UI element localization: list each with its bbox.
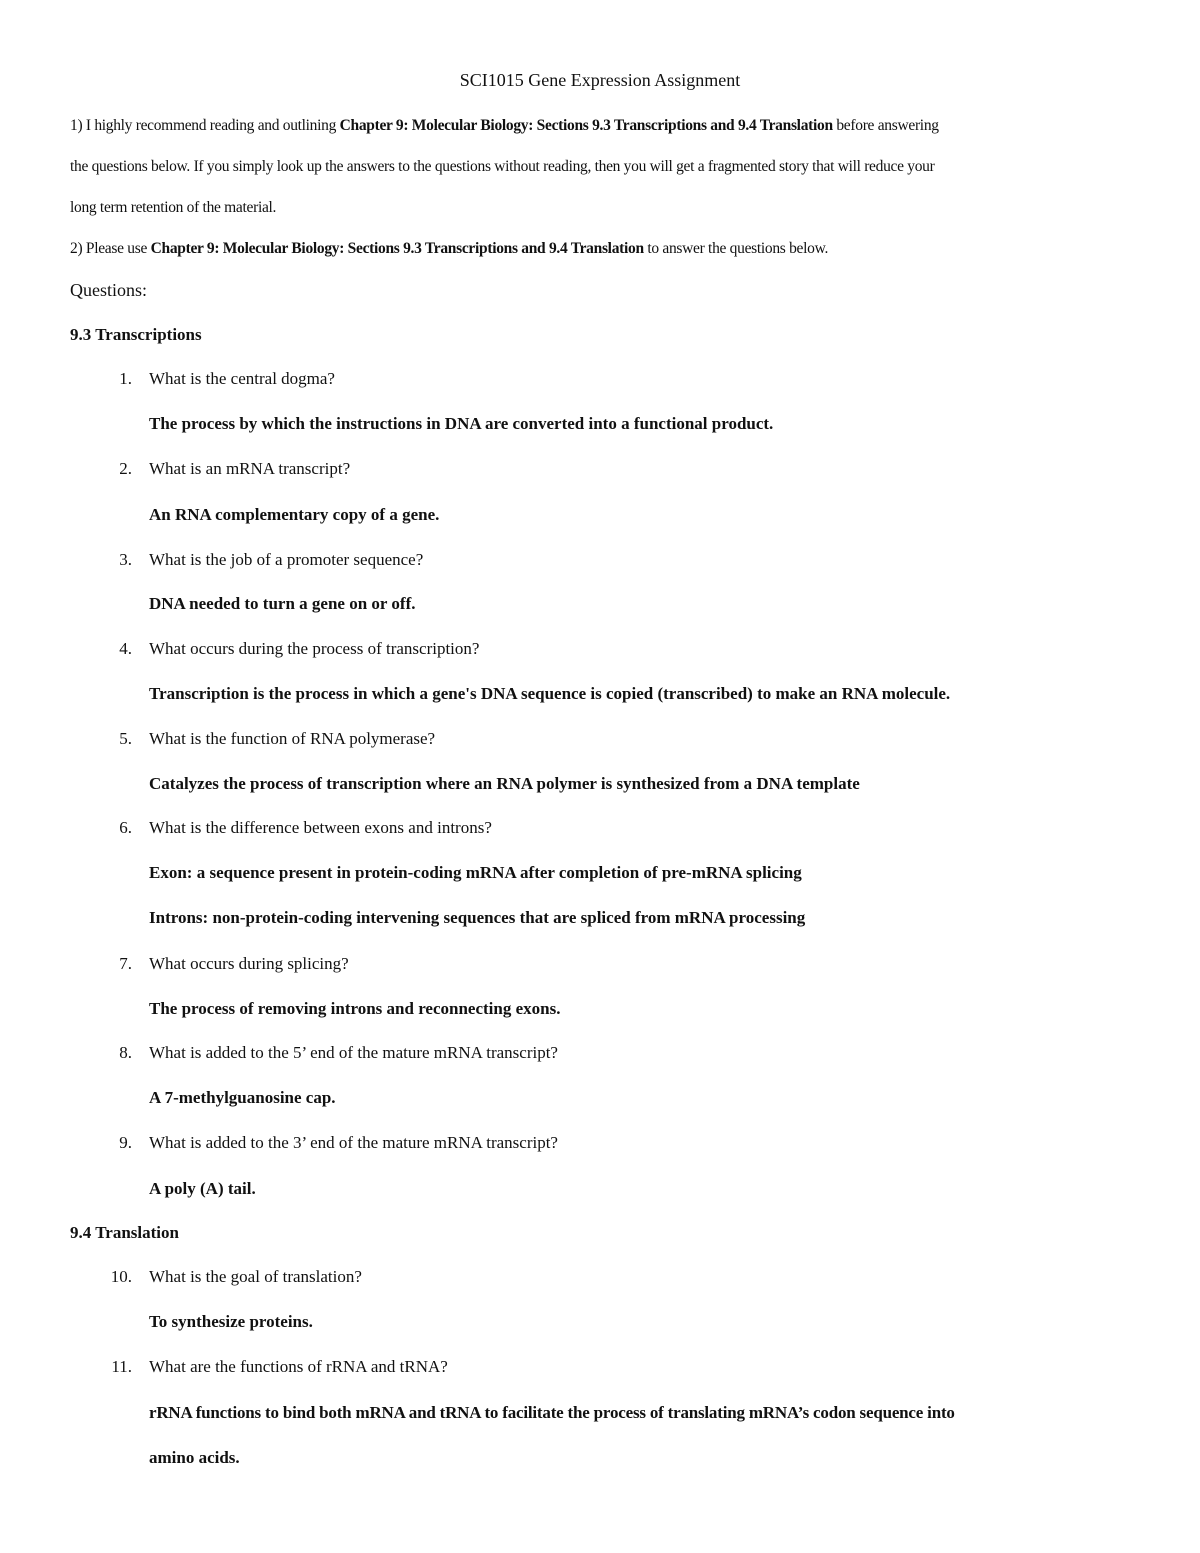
answer-text: Exon: a sequence present in protein-coding mRNA after completion of pre-mRNA splicing bbox=[149, 863, 802, 882]
question-number: 9. bbox=[119, 1133, 132, 1152]
question-number: 10. bbox=[110, 1267, 132, 1286]
document-title: SCI1015 Gene Expression Assignment bbox=[459, 70, 741, 90]
answer-text: Transcription is the process in which a gene's DNA sequence is copied (transcribed) to make an RNA molecule. bbox=[149, 684, 951, 703]
answer-text: An RNA complementary copy of a gene. bbox=[149, 505, 440, 524]
intro-paragraph-2 bbox=[70, 240, 1130, 258]
answer-text: Catalyzes the process of transcription where an RNA polymer is synthesized from a DNA template bbox=[149, 774, 860, 793]
question-number: 11. bbox=[111, 1357, 132, 1376]
question-text: What is the difference between exons and introns? bbox=[149, 818, 492, 837]
question-text: What is added to the 3’ end of the mature mRNA transcript? bbox=[149, 1133, 558, 1152]
intro-paragraph-1-line-1 bbox=[70, 117, 1130, 135]
intro-paragraph-1-line-2: the questions below. If you simply look up the answers to the questions without reading, then you will get a fragmented story that will reduce your bbox=[70, 158, 935, 175]
answer-text: DNA needed to turn a gene on or off. bbox=[149, 594, 416, 613]
question-number: 4. bbox=[119, 639, 132, 658]
question-number: 7. bbox=[119, 954, 132, 973]
question-text: What is added to the 5’ end of the mature mRNA transcript? bbox=[149, 1043, 558, 1062]
answer-text: rRNA functions to bind both mRNA and tRNA to facilitate the process of translating mRNA’s codon sequence into bbox=[149, 1403, 955, 1422]
intro-text: before answering bbox=[832, 117, 939, 134]
question-number: 8. bbox=[119, 1043, 132, 1062]
question-text: What occurs during the process of transcription? bbox=[149, 639, 480, 658]
question-number: 1. bbox=[119, 369, 132, 388]
answer-text: amino acids. bbox=[149, 1448, 240, 1467]
question-number: 2. bbox=[119, 459, 132, 478]
answer-text: A poly (A) tail. bbox=[149, 1179, 256, 1198]
question-text: What are the functions of rRNA and tRNA? bbox=[149, 1357, 448, 1376]
question-number: 6. bbox=[119, 818, 132, 837]
answer-text: The process by which the instructions in DNA are converted into a functional product. bbox=[149, 414, 774, 433]
question-number: 5. bbox=[119, 729, 132, 748]
question-text: What is the job of a promoter sequence? bbox=[149, 550, 424, 569]
intro-text: to answer the questions below. bbox=[643, 240, 829, 257]
answer-text: A 7-methylguanosine cap. bbox=[149, 1088, 336, 1107]
intro-paragraph-1-line-3: long term retention of the material. bbox=[70, 199, 277, 216]
intro-text: 1) I highly recommend reading and outlining bbox=[70, 117, 340, 134]
intro-text: 2) Please use bbox=[70, 240, 151, 257]
question-text: What is the central dogma? bbox=[149, 369, 335, 388]
questions-heading: Questions: bbox=[70, 280, 148, 300]
question-text: What is the function of RNA polymerase? bbox=[149, 729, 436, 748]
question-text: What is an mRNA transcript? bbox=[149, 459, 351, 478]
chapter-reference: Chapter 9: Molecular Biology: Sections 9.3 Transcriptions and 9.4 Translation bbox=[150, 240, 644, 257]
answer-text: To synthesize proteins. bbox=[149, 1312, 313, 1331]
section-heading-translation: 9.4 Translation bbox=[70, 1223, 179, 1242]
question-text: What is the goal of translation? bbox=[149, 1267, 362, 1286]
question-text: What occurs during splicing? bbox=[149, 954, 349, 973]
answer-text: The process of removing introns and reconnecting exons. bbox=[149, 999, 561, 1018]
section-heading-transcriptions: 9.3 Transcriptions bbox=[70, 325, 202, 344]
question-number: 3. bbox=[119, 550, 132, 569]
chapter-reference: Chapter 9: Molecular Biology: Sections 9.3 Transcriptions and 9.4 Translation bbox=[339, 117, 833, 134]
answer-text: Introns: non-protein-coding intervening sequences that are spliced from mRNA processing bbox=[149, 908, 806, 927]
